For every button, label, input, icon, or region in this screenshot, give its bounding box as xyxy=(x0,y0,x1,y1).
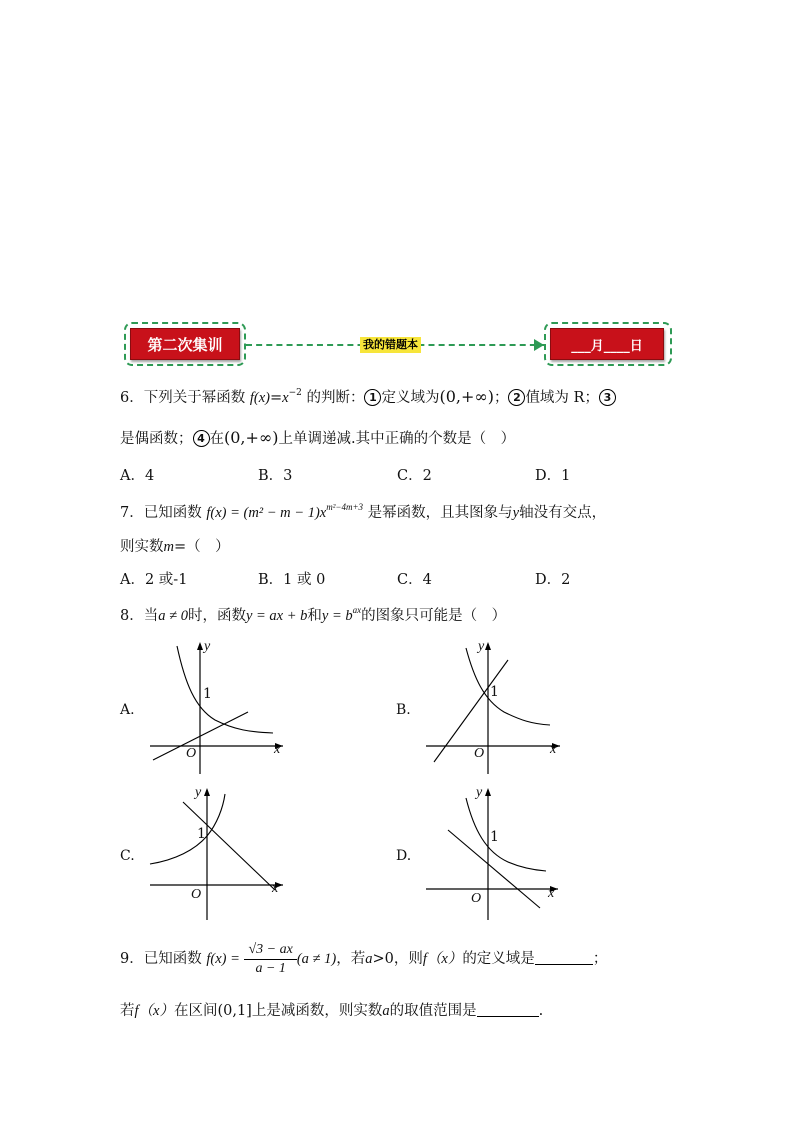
q9-fraction xyxy=(244,941,296,978)
q7-line2-text: 则实数 xyxy=(120,539,164,555)
graph-a-y-label: y xyxy=(204,639,211,654)
q9-line2-end: . xyxy=(538,1003,544,1019)
q6-s2: 值域为 R； xyxy=(525,390,599,406)
graph-b-x-label: x xyxy=(550,742,557,757)
q8-and: 和 xyxy=(307,608,322,624)
graph-d-exp-curve xyxy=(466,798,546,871)
q6-option-a[interactable]: A．4 xyxy=(120,468,155,484)
q6-s4b: 上单调递减.其中正确的个数是（ ） xyxy=(278,431,516,447)
q8-f2-base: y = b xyxy=(321,608,353,624)
graph-b-label[interactable]: B. xyxy=(396,702,411,718)
q7-yvar: y xyxy=(512,505,520,521)
graph-c-label[interactable]: C. xyxy=(120,848,135,864)
q9-line2 xyxy=(120,1001,543,1021)
q8-mid: 时，函数 xyxy=(187,608,246,624)
q6-func-eq: = xyxy=(269,390,283,406)
graph-a-x-label: x xyxy=(274,742,281,757)
q9-text: 已知函数 xyxy=(143,951,202,967)
graph-b-one: 1 xyxy=(490,684,499,700)
graph-a-label[interactable]: A. xyxy=(120,702,135,718)
q7-option-c[interactable]: C．4 xyxy=(397,572,432,588)
graph-c-y-arrow xyxy=(204,788,210,796)
q7-option-b[interactable]: B．1 或 0 xyxy=(258,572,326,588)
q6-func-exp: −2 xyxy=(288,388,302,398)
q9-line1 xyxy=(120,938,607,980)
graph-c-origin: O xyxy=(191,887,202,902)
graph-d-y-arrow xyxy=(485,788,491,796)
graph-c-x-label: x xyxy=(272,881,279,896)
q9-mid2: >0，则 xyxy=(372,951,423,967)
graph-b-origin: O xyxy=(474,746,485,761)
q9-lhs: f(x) = xyxy=(206,951,240,967)
q6-domain1: (0,+∞) xyxy=(439,387,494,406)
graph-d-one: 1 xyxy=(490,829,499,845)
q9-numerator: √3 − ax xyxy=(244,941,296,960)
q6-option-c[interactable]: C．2 xyxy=(397,468,432,484)
q9-denominator: a − 1 xyxy=(255,960,286,976)
graph-b-line xyxy=(434,660,508,762)
q9-cond: (a ≠ 1) xyxy=(296,951,337,967)
q9-avar: a xyxy=(365,951,373,967)
q6-number: 6． xyxy=(120,390,144,406)
q6-domain2: (0,+∞) xyxy=(224,428,279,447)
q7-mvar: m xyxy=(163,539,174,555)
graph-d-label[interactable]: D. xyxy=(396,848,412,864)
q8-f2-exp: ax xyxy=(352,605,362,615)
q7-line1 xyxy=(120,503,606,523)
graph-c xyxy=(145,784,285,924)
circled-four: 4 xyxy=(193,430,210,447)
q9-number: 9． xyxy=(120,951,144,967)
q6-text: 下列关于幂函数 xyxy=(143,390,246,406)
circled-three: 3 xyxy=(599,389,616,406)
q7-text: 已知函数 xyxy=(143,505,202,521)
q7-func: f(x) = (m² − m − 1)x xyxy=(206,505,327,521)
session-label: 第二次集训 xyxy=(130,328,240,360)
graph-b xyxy=(422,638,562,778)
q7-post2: 轴没有交点， xyxy=(519,505,607,521)
q7-number: 7． xyxy=(120,505,144,521)
q8-number: 8． xyxy=(120,608,144,624)
q6-option-d[interactable]: D．1 xyxy=(535,468,571,484)
circled-two: 2 xyxy=(508,389,525,406)
q9-mid: ，若 xyxy=(336,951,366,967)
q8-cond: a ≠ 0 xyxy=(158,608,188,624)
q6-s4: 在 xyxy=(209,431,224,447)
q8-text: 当 xyxy=(143,608,159,624)
graph-d-origin: O xyxy=(471,891,482,906)
q6-text-mid: 的判断： xyxy=(306,390,365,406)
q6-func-lhs: f(x) xyxy=(249,390,270,406)
mistake-book-tag: 我的错题本 xyxy=(360,337,421,353)
q6-func-base: x xyxy=(282,390,289,406)
q9-fx: f（x） xyxy=(422,951,463,967)
q9-line2-post: 的取值范围是 xyxy=(389,1003,477,1019)
q7-post: 是幂函数，且其图象与 xyxy=(367,505,513,521)
graph-b-y-arrow xyxy=(485,642,491,650)
q9-line2-mid: 在区间(0,1]上是减函数，则实数 xyxy=(173,1003,383,1019)
graph-d xyxy=(422,784,562,924)
q7-exp: m²−4m+3 xyxy=(326,502,364,512)
graph-d-y-label: y xyxy=(476,785,483,800)
graph-a-exp-curve xyxy=(177,646,273,733)
arrow-right-icon xyxy=(534,339,544,351)
q9-end: ； xyxy=(592,951,608,967)
q9-line2-fx: f（x） xyxy=(134,1003,174,1019)
q6-line1 xyxy=(120,387,616,408)
circled-one: 1 xyxy=(364,389,381,406)
q7-option-d[interactable]: D．2 xyxy=(535,572,571,588)
q7-option-a[interactable]: A．2 或-1 xyxy=(120,572,188,588)
q6-s1: 定义域为 xyxy=(381,390,440,406)
q9-answer-blank-1[interactable] xyxy=(535,950,593,965)
q9-post: 的定义域是 xyxy=(462,951,535,967)
section-banner xyxy=(124,322,672,366)
date-label: ___月____日 xyxy=(550,328,664,360)
q8-f1: y = ax + b xyxy=(245,608,308,624)
graph-c-one: 1 xyxy=(197,826,206,842)
graph-a-y-arrow xyxy=(197,642,203,650)
graph-a-one: 1 xyxy=(203,686,212,702)
graph-b-y-label: y xyxy=(478,639,485,654)
graph-c-exp-curve xyxy=(150,794,225,864)
q8-line1 xyxy=(120,606,506,626)
q6-line2-pre: 是偶函数； xyxy=(120,431,193,447)
q9-line2-a: a xyxy=(382,1003,390,1019)
graph-a xyxy=(145,638,285,778)
q9-line2-pre: 若 xyxy=(120,1003,135,1019)
graph-d-x-label: x xyxy=(548,886,555,901)
graph-b-exp-curve xyxy=(466,648,550,725)
q6-sep: ； xyxy=(493,390,509,406)
q7-line2-end: =（ ） xyxy=(173,539,230,555)
q7-line2 xyxy=(120,537,230,557)
q6-option-b[interactable]: B．3 xyxy=(258,468,293,484)
q6-line2 xyxy=(120,428,515,449)
q9-answer-blank-2[interactable] xyxy=(477,1002,539,1017)
q8-post: 的图象只可能是（ ） xyxy=(361,608,507,624)
graph-c-y-label: y xyxy=(195,785,202,800)
graph-a-origin: O xyxy=(186,746,197,761)
